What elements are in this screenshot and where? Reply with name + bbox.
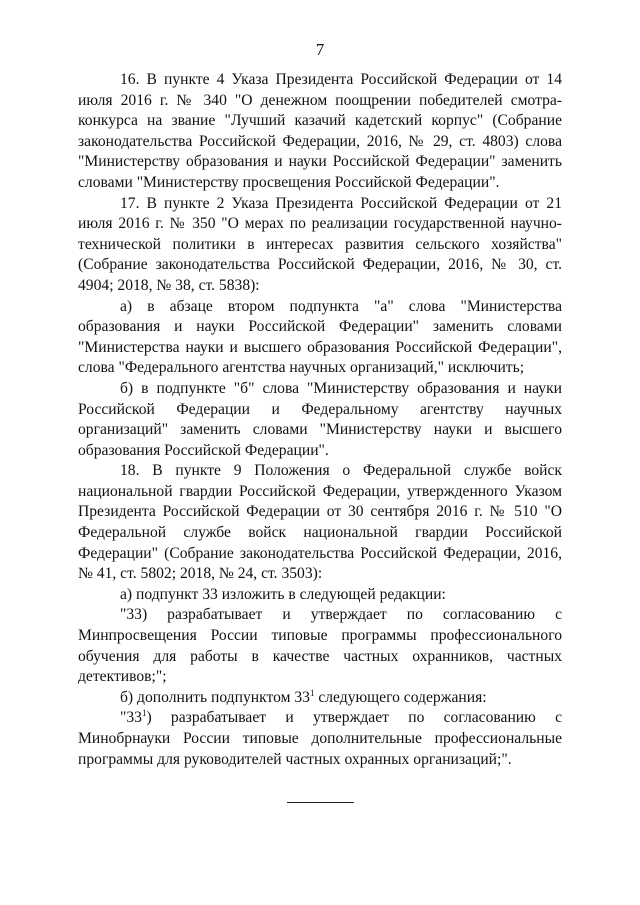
superscript: 1 [141, 708, 147, 719]
paragraph-18-b-text: б) дополнить подпунктом 33 [120, 688, 310, 706]
paragraph-17-a: а) в абзаце втором подпункта "а" слова "Министерства образования и науки Российской Федерации" заменить словами "Министерства науки и высшего образования Российской Федерации", слова "Федерального агентства научных организаций," исключить; [78, 297, 562, 377]
superscript: 1 [309, 687, 315, 698]
paragraph-16: 16. В пункте 4 Указа Президента Российской Федерации от 14 июля 2016 г. № 340 "О денежном поощрении победителей смотра-конкурса на звание "Лучший казачий кадетский корпус" (Собрание законодательства Российской Федерации, 2016, № 29, ст. 4803) слова "Министерству образования и науки Российской Федерации" заменить словами "Министерству просвещения Российской Федерации". [78, 71, 562, 191]
document-body [78, 70, 562, 770]
paragraph-17-b: б) в подпункте "б" слова "Министерству образования и науки Российской Федерации и Федеральному агентству научных организаций" заменить словами "Министерству науки и высшего образования Российской Федерации". [78, 379, 562, 459]
paragraph-18-a: а) подпункт 33 изложить в следующей редакции: [120, 585, 446, 603]
paragraph-18: 18. В пункте 9 Положения о Федеральной службе войск национальной гвардии Российской Федерации, утвержденного Указом Президента Российской Федерации от 30 сентября 2016 г. № 510 "О Федеральной службе войск национальной гвардии Российской Федерации" (Собрание законодательства Российской Федерации, 2016, № 41, ст. 5802; 2018, № 24, ст. 3503): [78, 462, 562, 583]
paragraph-18-a-quote: "33) разрабатывает и утверждает по согласованию с Минпросвещения России типовые программы профессионального обучения для работы в качестве частных охранников, частных детективов;"; [78, 606, 562, 686]
quote-text: ) разрабатывает и утверждает по согласованию с Минобрнауки России типовые дополнительные профессиональные программы для руководителей частных охранных организаций;". [78, 709, 562, 768]
paragraph-18-b-tail: следующего содержания: [314, 688, 487, 706]
end-rule [287, 802, 354, 803]
page-number: 7 [315, 40, 325, 59]
paragraph-17: 17. В пункте 2 Указа Президента Российской Федерации от 21 июля 2016 г. № 350 "О мерах по реализации государственной научно-технической политики в интересах развития сельского хозяйства" (Собрание законодательства Российской Федерации, 2016, № 30, ст. 4904; 2018, № 38, ст. 5838): [78, 194, 562, 294]
paragraph-18-b [78, 688, 562, 709]
paragraph-18-b-quote [78, 708, 562, 770]
quote-open: "33 [120, 709, 142, 727]
